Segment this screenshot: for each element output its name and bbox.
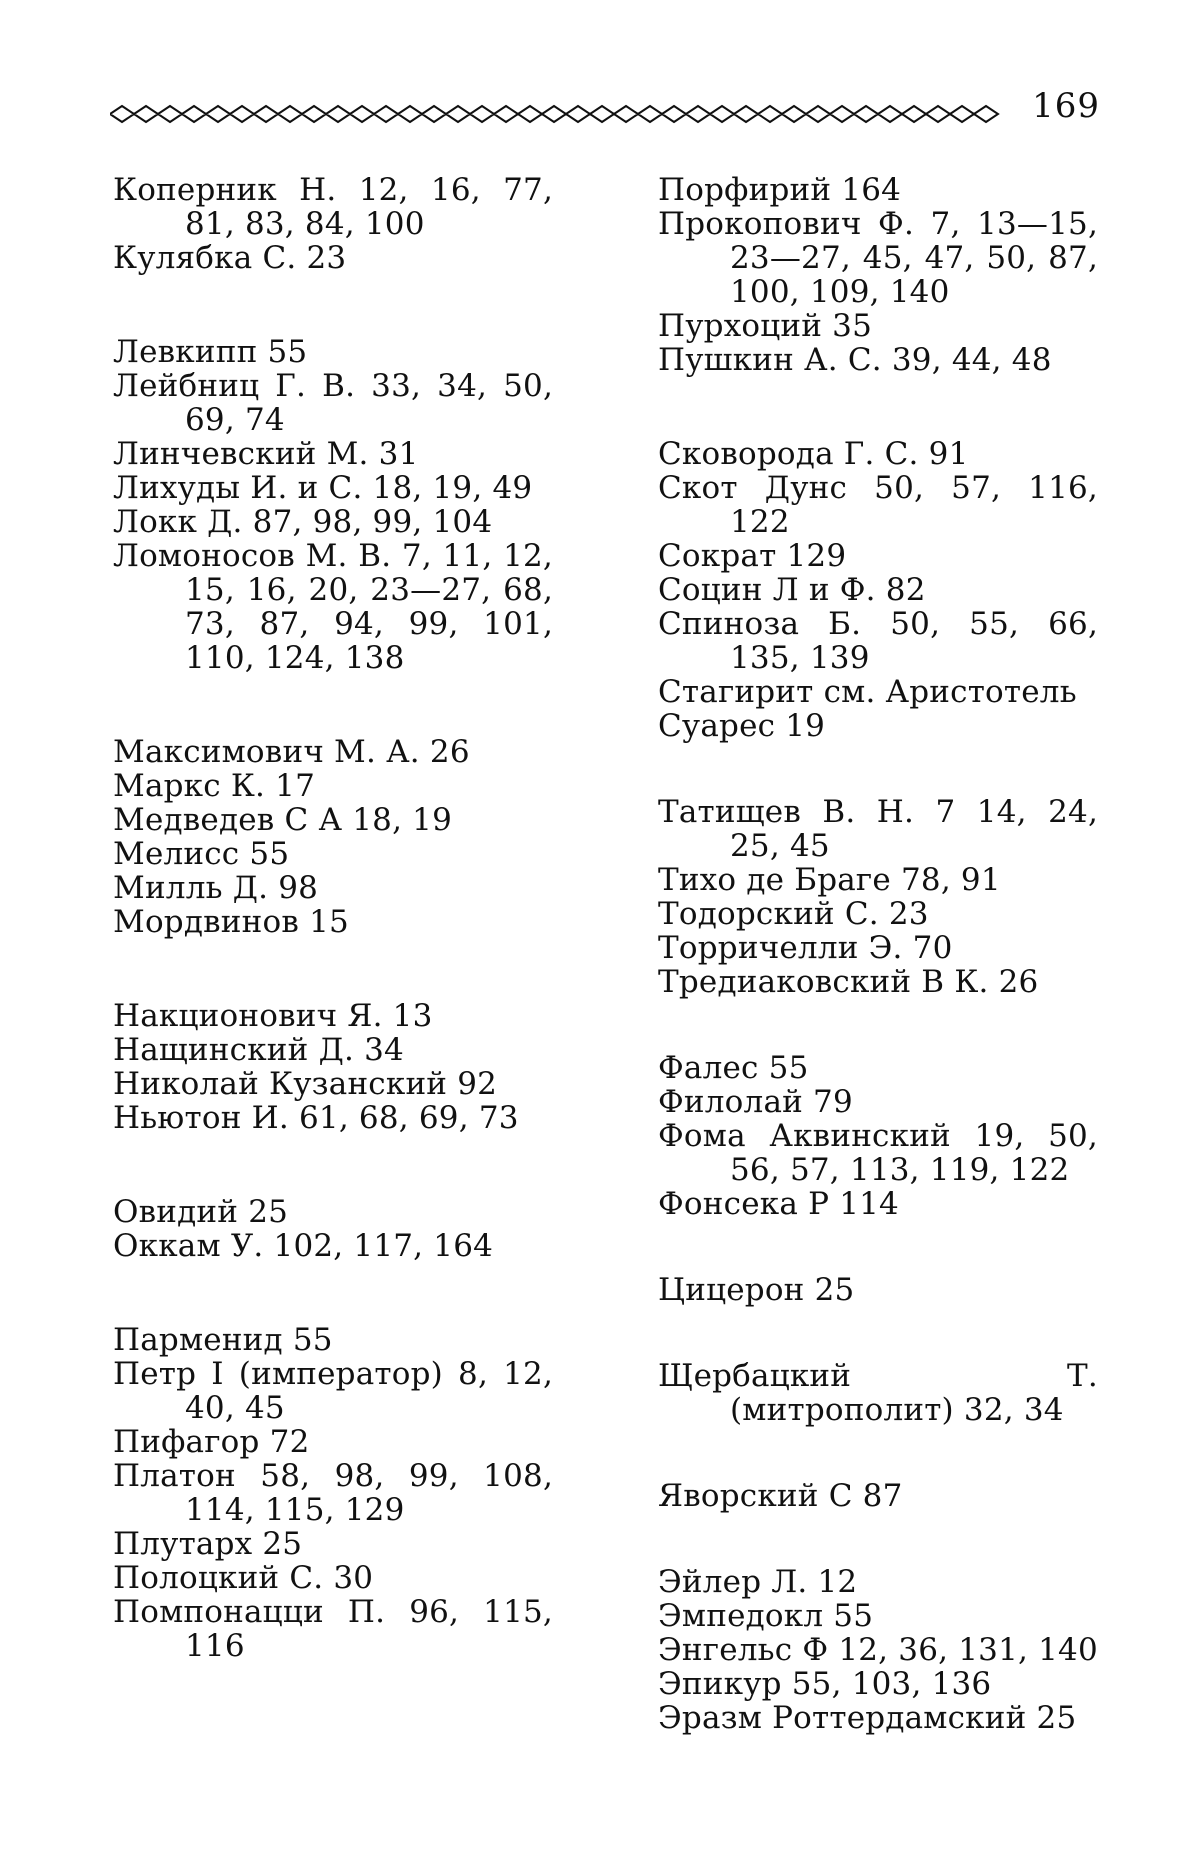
index-entry: Цицерон 25: [658, 1272, 855, 1308]
index-entry: Кулябка С. 23: [113, 240, 347, 276]
index-entry: Тихо де Браге 78, 91: [658, 862, 1001, 898]
index-entry: Торричелли Э. 70: [658, 930, 953, 966]
index-entry: Фома Аквинский 19, 50, 56, 57, 113, 119, 122: [658, 1118, 1098, 1188]
index-entry: Медведев С А 18, 19: [113, 802, 453, 838]
group-gap: [658, 999, 1098, 1051]
index-entry: Филолай 79: [658, 1084, 853, 1120]
index-entry: Оккам У. 102, 117, 164: [113, 1228, 494, 1264]
index-entry: Милль Д. 98: [113, 870, 319, 906]
group-gap: [658, 377, 1098, 437]
ornament-border-icon: [110, 104, 1010, 124]
index-entry: Пифагор 72: [113, 1424, 310, 1460]
index-entry: Локк Д. 87, 98, 99, 104: [113, 504, 493, 540]
index-entry: Полоцкий С. 30: [113, 1560, 374, 1596]
index-entry: Мордвинов 15: [113, 904, 349, 940]
index-entry: Социн Л и Ф. 82: [658, 572, 926, 608]
index-entry: Эпикур 55, 103, 136: [658, 1666, 992, 1702]
group-gap: [658, 1221, 1098, 1273]
index-entry: Щербацкий Т. (митрополит) 32, 34: [658, 1358, 1098, 1428]
index-entry: Эразм Роттердамский 25: [658, 1700, 1077, 1736]
index-entry: Сократ 129: [658, 538, 847, 574]
index-entry: Эмпедокл 55: [658, 1598, 874, 1634]
index-entry: Тредиаковский В К. 26: [658, 964, 1039, 1000]
index-entry: Нащинский Д. 34: [113, 1032, 404, 1068]
index-entry: Порфирий 164: [658, 172, 902, 208]
group-gap: [113, 275, 553, 335]
index-entry: Ломоносов М. В. 7, 11, 12, 15, 16, 20, 23—27, 68, 73, 87, 94, 99, 101, 110, 124, 138: [113, 538, 553, 676]
index-entry: Эйлер Л. 12: [658, 1564, 858, 1600]
index-entry: Яворский С 87: [658, 1478, 903, 1514]
index-entry: Скот Дунс 50, 57, 116, 122: [658, 470, 1098, 540]
index-entry: Татищев В. Н. 7 14, 24, 25, 45: [658, 794, 1098, 864]
group-gap: [658, 1427, 1098, 1479]
index-entry: Стагирит см. Аристотель: [658, 674, 1077, 710]
index-entry: Плутарх 25: [113, 1526, 303, 1562]
group-gap: [658, 743, 1098, 795]
index-entry: Пушкин А. С. 39, 44, 48: [658, 342, 1052, 378]
index-entry: Прокопович Ф. 7, 13—15, 23—27, 45, 47, 50, 87, 100, 109, 140: [658, 206, 1098, 310]
index-entry: Мелисс 55: [113, 836, 290, 872]
index-entry: Петр I (император) 8, 12, 40, 45: [113, 1356, 553, 1426]
index-entry: Накционович Я. 13: [113, 998, 433, 1034]
index-entry: Энгельс Ф 12, 36, 131, 140: [658, 1632, 1098, 1668]
group-gap: [113, 1135, 553, 1195]
group-gap: [113, 939, 553, 999]
group-gap: [113, 1263, 553, 1323]
group-gap: [658, 1513, 1098, 1565]
page-number: 169: [1032, 86, 1100, 126]
group-gap: [113, 675, 553, 735]
index-entry: Сковорода Г. С. 91: [658, 436, 969, 472]
index-entry: Левкипп 55: [113, 334, 308, 370]
index-entry: Помпонацци П. 96, 115, 116: [113, 1594, 553, 1664]
index-entry: Фалес 55: [658, 1050, 809, 1086]
page-header: [110, 78, 1100, 128]
index-entry: Пурхоций 35: [658, 308, 873, 344]
index-entry: Тодорский С. 23: [658, 896, 929, 932]
index-entry: Николай Кузанский 92: [113, 1066, 498, 1102]
index-entry: Парменид 55: [113, 1322, 333, 1358]
index-entry: Лихуды И. и С. 18, 19, 49: [113, 470, 533, 506]
index-entry: Лейбниц Г. В. 33, 34, 50, 69, 74: [113, 368, 553, 438]
index-column-right: [658, 173, 1098, 1735]
group-gap: [658, 1307, 1098, 1359]
index-entry: Ньютон И. 61, 68, 69, 73: [113, 1100, 519, 1136]
index-entry: Платон 58, 98, 99, 108, 114, 115, 129: [113, 1458, 553, 1528]
index-entry: Суарес 19: [658, 708, 826, 744]
index-entry: Фонсека Р 114: [658, 1186, 899, 1222]
index-entry: Максимович М. А. 26: [113, 734, 470, 770]
index-entry: Спиноза Б. 50, 55, 66, 135, 139: [658, 606, 1098, 676]
index-column-left: [113, 173, 553, 1663]
index-entry: Овидий 25: [113, 1194, 289, 1230]
index-entry: Коперник Н. 12, 16, 77, 81, 83, 84, 100: [113, 172, 553, 242]
index-entry: Линчевский М. 31: [113, 436, 419, 472]
index-entry: Маркс К. 17: [113, 768, 316, 804]
